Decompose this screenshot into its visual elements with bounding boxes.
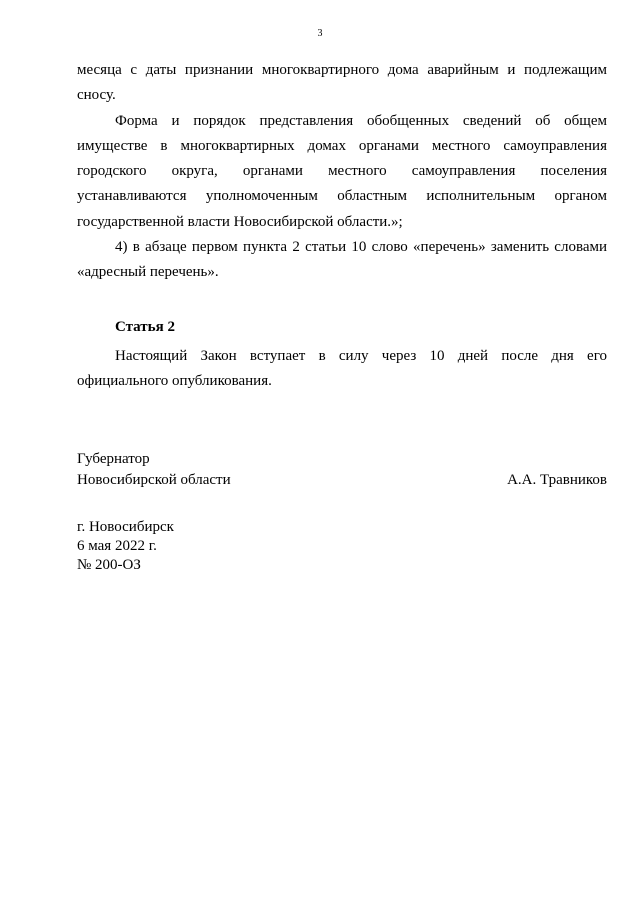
signer-name: А.А. Травников — [507, 472, 607, 488]
signature-row — [77, 470, 607, 491]
body-text-article — [77, 344, 607, 395]
body-text-top — [77, 58, 607, 286]
paragraph-form-procedure: Форма и порядок представления обобщенных сведений об общем имуществе в многоквартирных домах органами местного самоуправления городского округа, органами местного самоуправления поселения устанавливаются уполномоченным областным исполнительным органом государственной власти Новосибирской области.»; — [77, 112, 607, 230]
footer-number: № 200-ОЗ — [77, 557, 141, 573]
paragraph-amendment-4: 4) в абзаце первом пункта 2 статьи 10 слово «перечень» заменить словами «адресный перечень». — [77, 239, 607, 281]
footer-city: г. Новосибирск — [77, 519, 174, 535]
signer-title-line2: Новосибирской области — [77, 472, 231, 488]
paragraph-continuation: месяца с даты признании многоквартирного дома аварийным и подлежащим сносу. — [77, 62, 607, 104]
page-number: 3 — [317, 28, 323, 39]
article-heading: Статья 2 — [115, 319, 175, 335]
signer-title-line1: Губернатор — [77, 451, 150, 467]
paragraph-article-2: Настоящий Закон вступает в силу через 10 дней после дня его официального опубликования. — [77, 348, 607, 390]
footer-date: 6 мая 2022 г. — [77, 538, 157, 554]
document-footer — [77, 518, 174, 575]
signature-block — [77, 449, 607, 491]
